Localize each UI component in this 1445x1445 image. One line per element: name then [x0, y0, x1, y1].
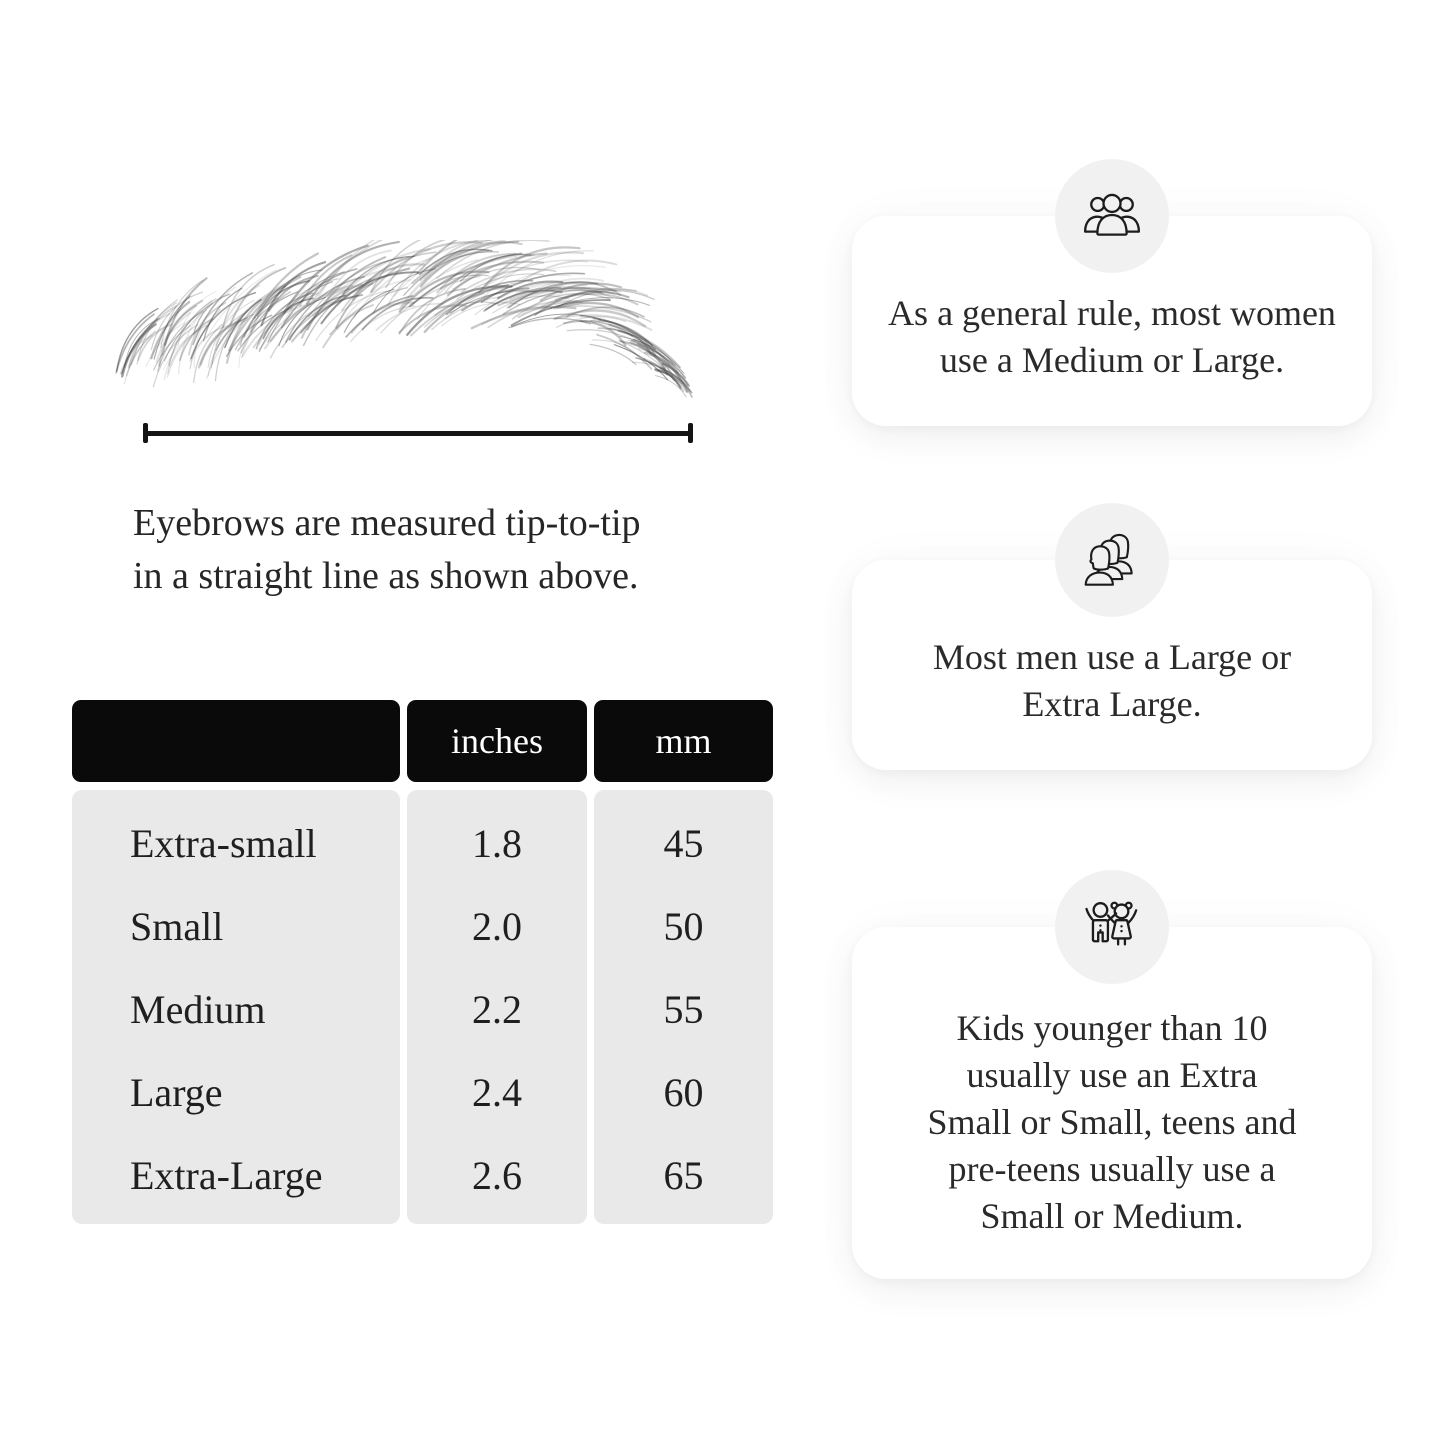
table-cell-inches: 2.4	[472, 1070, 522, 1116]
women-group-icon	[1078, 182, 1146, 250]
table-cell-inches: 2.2	[472, 987, 522, 1032]
table-header-mm: mm	[594, 700, 773, 782]
table-column-size-labels	[72, 790, 400, 1224]
table-column-inches	[407, 790, 587, 1224]
table-cell-label: Extra-small	[130, 820, 317, 866]
table-cell-label: Small	[130, 903, 224, 949]
eyebrow-illustration	[105, 240, 700, 415]
card-text-line: pre-teens usually use a	[948, 1149, 1276, 1189]
card-text	[862, 634, 1362, 728]
caption-line: in a straight line as shown above.	[133, 555, 639, 597]
table-cell-mm: 60	[663, 1070, 704, 1116]
table-header-inches: inches	[407, 700, 587, 782]
children-icon	[1078, 893, 1146, 961]
men-group-icon	[1078, 526, 1146, 594]
table-cell-label: Extra-Large	[130, 1153, 323, 1199]
info-card-kids	[852, 927, 1372, 1279]
table-cell-inches: 1.8	[472, 820, 522, 866]
icon-circle	[1055, 159, 1169, 273]
measurement-line	[143, 423, 693, 443]
table-cell-mm: 45	[663, 820, 704, 866]
table-cell-mm: 55	[663, 987, 704, 1032]
card-text-line: As a general rule, most women	[888, 293, 1336, 333]
card-text-line: Kids younger than 10	[956, 1008, 1268, 1048]
icon-circle	[1055, 503, 1169, 617]
card-text-line: Extra Large.	[1022, 684, 1202, 724]
table-cell-inches: 2.0	[472, 903, 522, 949]
info-card-men	[852, 560, 1372, 770]
measurement-caption	[133, 497, 641, 603]
table-cell-mm: 65	[663, 1153, 704, 1199]
measurement-line-bar	[143, 431, 693, 436]
info-card-women	[852, 216, 1372, 426]
table-cell-label: Medium	[130, 987, 266, 1032]
table-cell-mm: 50	[663, 903, 704, 949]
card-text-line: use a Medium or Large.	[939, 340, 1285, 380]
caption-line: Eyebrows are measured tip-to-tip	[133, 502, 641, 544]
card-text-line: usually use an Extra	[966, 1055, 1258, 1095]
card-text-line: Small or Medium.	[980, 1196, 1244, 1236]
table-cell-label: Large	[130, 1070, 223, 1116]
card-text	[862, 1005, 1362, 1240]
card-text-line: Most men use a Large or	[932, 637, 1292, 677]
card-text-line: Small or Small, teens and	[927, 1102, 1297, 1142]
table-column-mm	[594, 790, 773, 1224]
table-header-size	[72, 700, 400, 782]
measurement-line-right-cap	[688, 423, 693, 443]
table-cell-inches: 2.6	[472, 1153, 522, 1199]
icon-circle	[1055, 870, 1169, 984]
card-text	[862, 290, 1362, 384]
